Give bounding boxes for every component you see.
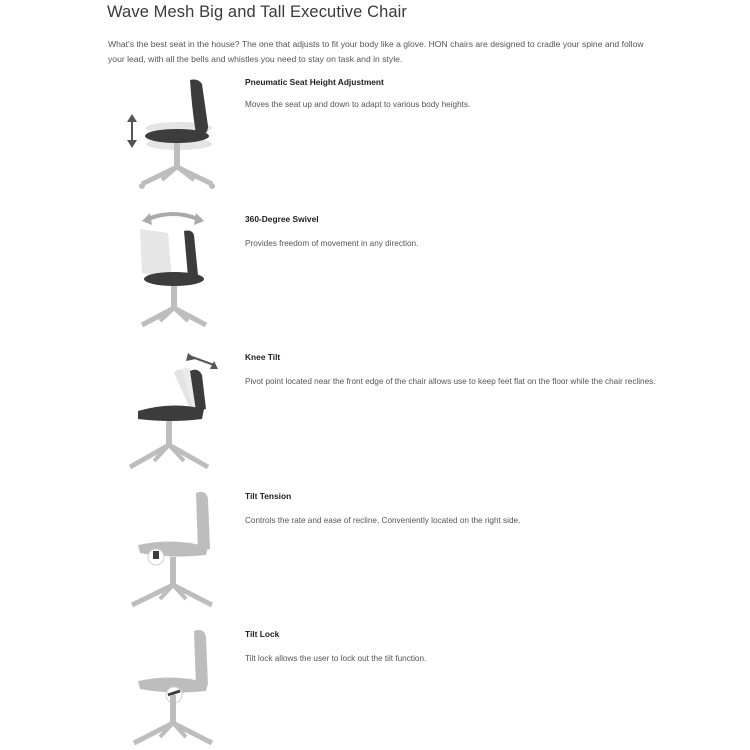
feature-title-tilt-lock: Tilt Lock bbox=[245, 629, 280, 639]
page-title: Wave Mesh Big and Tall Executive Chair bbox=[107, 3, 408, 21]
feature-title-swivel: 360-Degree Swivel bbox=[245, 214, 319, 224]
tilt-tension-chair-illustration bbox=[126, 487, 216, 612]
swivel-chair-illustration bbox=[128, 207, 218, 335]
feature-desc-swivel: Provides freedom of movement in any direction. bbox=[245, 239, 419, 248]
intro-paragraph: What's the best seat in the house? The one that adjusts to fit your body like a glove. HON chairs are designed to cradle your spine and follow your lead, with all the bells and whistles you need to stay on task and in style. bbox=[108, 39, 644, 64]
seat-height-chair-illustration bbox=[122, 70, 222, 195]
feature-title-knee-tilt: Knee Tilt bbox=[245, 352, 281, 362]
feature-desc-tilt-tension: Controls the rate and ease of recline. Conveniently located on the right side. bbox=[245, 516, 521, 525]
feature-title-seat-height: Pneumatic Seat Height Adjustment bbox=[245, 77, 384, 87]
feature-title-tilt-tension: Tilt Tension bbox=[245, 491, 292, 501]
knee-tilt-chair-illustration bbox=[122, 347, 222, 475]
tilt-lock-chair-illustration bbox=[128, 625, 218, 750]
feature-desc-tilt-lock: Tilt lock allows the user to lock out the tilt function. bbox=[245, 654, 427, 663]
feature-desc-knee-tilt: Pivot point located near the front edge of the chair allows use to keep feet flat on the floor while the chair reclines. bbox=[245, 377, 656, 386]
feature-desc-seat-height: Moves the seat up and down to adapt to various body heights. bbox=[245, 100, 471, 109]
